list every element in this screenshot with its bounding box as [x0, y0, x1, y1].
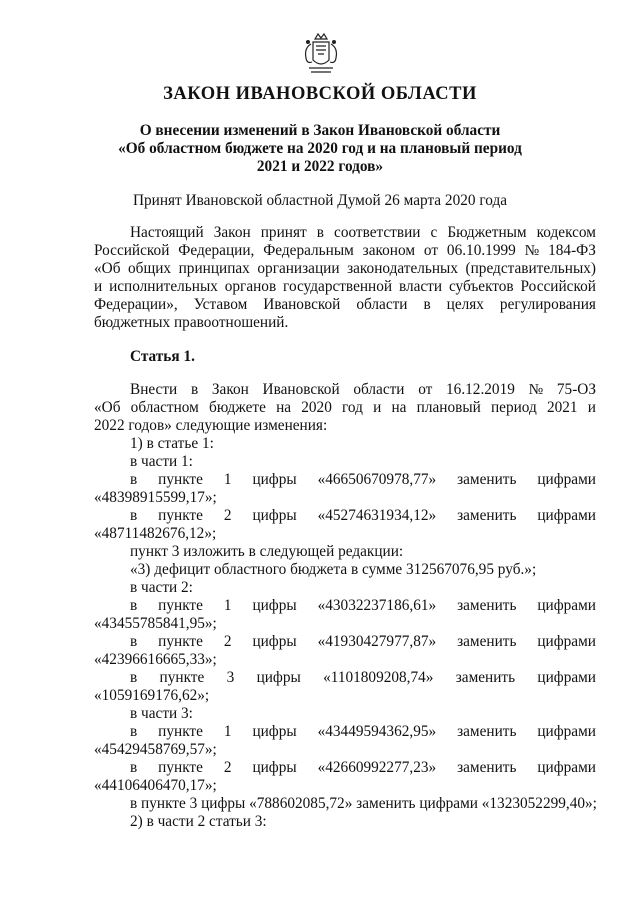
word: № — [528, 381, 544, 398]
law-title: ЗАКОН ИВАНОВСКОЙ ОБЛАСТИ — [163, 84, 477, 104]
word: регулирования — [499, 296, 596, 313]
word: пункте — [158, 597, 203, 614]
word: Бюджетным — [447, 224, 527, 241]
word: цифрами — [537, 633, 596, 650]
subject-line: 2021 и 2022 годов» — [256, 158, 384, 175]
point-line — [130, 507, 596, 525]
word: 3 — [226, 669, 235, 686]
word: «Об — [94, 399, 121, 416]
word: исполнительных — [109, 278, 218, 295]
subject-line: «Об областном бюджете на 2020 год и на плановый период — [118, 140, 522, 157]
word: на — [391, 399, 407, 416]
word: в — [130, 507, 138, 524]
word: общих — [128, 260, 172, 277]
word: принципах — [178, 260, 250, 277]
word: Российской — [520, 278, 596, 295]
word: «42660992277,23» — [317, 759, 437, 776]
word: Федерации», — [94, 296, 178, 313]
point-line — [130, 759, 596, 777]
word: в — [130, 723, 138, 740]
word: 2021 — [546, 399, 578, 416]
part-line: в части 1: — [130, 453, 193, 470]
word: Ивановской — [262, 381, 340, 398]
word: период — [490, 399, 537, 416]
item-line: 2) в части 2 статьи 3: — [130, 813, 267, 830]
point-continuation: «1059169176,62»; — [94, 687, 210, 704]
word: цифры — [252, 471, 297, 488]
article-intro-line: 2022 годов» следующие изменения: — [94, 417, 328, 434]
word: Ивановской — [263, 296, 341, 313]
word: цифрами — [537, 597, 596, 614]
word: плановый — [416, 399, 481, 416]
word: заменить — [457, 759, 517, 776]
word: цифрами — [537, 669, 596, 686]
point-line — [130, 471, 596, 489]
word: кодексом — [536, 224, 596, 241]
word: бюджете — [209, 399, 266, 416]
word: заменить — [457, 597, 517, 614]
preamble-line — [130, 224, 596, 242]
adoption-line: Принят Ивановской областной Думой 26 марта 2020 года — [132, 192, 508, 209]
word: 06.10.1999 — [446, 242, 516, 259]
point-continuation: «48711482676,12»; — [94, 525, 217, 542]
word: «41930427977,87» — [317, 633, 437, 650]
word: (представительных) — [465, 260, 596, 277]
word: в — [316, 224, 324, 241]
word: государственной — [283, 278, 393, 295]
word: № — [524, 242, 540, 259]
point-line: в пункте 3 цифры «788602085,72» заменить цифрами «1323052299,40»; — [130, 795, 597, 812]
word: 2 — [223, 507, 232, 524]
word: «46650670978,77» — [317, 471, 437, 488]
word: в — [130, 633, 138, 650]
point-line — [130, 633, 596, 651]
word: цифрами — [537, 507, 596, 524]
word: субъектов — [448, 278, 514, 295]
word: в — [130, 597, 138, 614]
article-heading: Статья 1. — [130, 348, 195, 365]
word: органов — [224, 278, 277, 295]
word: цифры — [252, 633, 297, 650]
point-continuation: «44106406470,17»; — [94, 777, 217, 794]
word: 2020 — [301, 399, 332, 416]
coat-of-arms-icon — [301, 30, 341, 76]
word: Уставом — [193, 296, 248, 313]
word: пункте — [158, 633, 203, 650]
word: 2 — [223, 633, 232, 650]
word: области — [356, 296, 408, 313]
word: заменить — [457, 507, 517, 524]
subject-line: О внесении изменений в Закон Ивановской области — [139, 122, 501, 139]
preamble-line — [94, 242, 596, 260]
word: 1 — [223, 723, 232, 740]
preamble-line — [94, 278, 596, 296]
point-continuation: «43455785841,95»; — [94, 615, 217, 632]
point-line: «3) дефицит областного бюджета в сумме 312567076,95 руб.»; — [130, 561, 537, 578]
word: 184-ФЗ — [548, 242, 596, 259]
point-line — [130, 669, 596, 687]
article-intro-line — [94, 399, 596, 417]
word: на — [276, 399, 292, 416]
word: от — [423, 242, 439, 259]
word: от — [418, 381, 433, 398]
word: власти — [398, 278, 443, 295]
word: Настоящий — [130, 224, 204, 241]
word: законом — [362, 242, 416, 259]
word: цифрами — [537, 759, 596, 776]
word: цифрами — [537, 723, 596, 740]
word: цифры — [252, 597, 297, 614]
word: в — [423, 296, 431, 313]
point-line — [130, 723, 596, 741]
word: пункте — [158, 471, 203, 488]
word: целях — [446, 296, 484, 313]
word: законодательных — [347, 260, 458, 277]
word: в — [130, 759, 138, 776]
article-intro-line — [130, 381, 596, 399]
word: заменить — [457, 471, 517, 488]
preamble-line — [94, 260, 596, 278]
word: 2 — [223, 759, 232, 776]
word: «45274631934,12» — [317, 507, 437, 524]
word: областном — [130, 399, 199, 416]
word: Федерации, — [178, 242, 255, 259]
part-line: в части 2: — [130, 579, 193, 596]
word: в — [190, 381, 199, 398]
word: и — [587, 399, 596, 416]
item-line: 1) в статье 1: — [130, 435, 214, 452]
word: 75-ОЗ — [556, 381, 596, 398]
word: соответствии — [334, 224, 421, 241]
word: Федеральным — [263, 242, 354, 259]
word: цифры — [256, 669, 301, 686]
word: Внести — [130, 381, 178, 398]
word: принят — [260, 224, 307, 241]
word: заменить — [455, 669, 516, 686]
point-continuation: «45429458769,57»; — [94, 741, 217, 758]
word: Закон — [213, 224, 251, 241]
word: 1 — [223, 471, 232, 488]
word: год — [342, 399, 363, 416]
word: и — [94, 278, 103, 295]
word: заменить — [457, 723, 517, 740]
word: «43449594362,95» — [317, 723, 437, 740]
word: цифры — [252, 507, 297, 524]
word: «1101809208,74» — [323, 669, 434, 686]
word: «43032237186,61» — [317, 597, 437, 614]
word: области — [353, 381, 405, 398]
word: с — [430, 224, 438, 241]
word: пункте — [158, 759, 203, 776]
preamble-line — [94, 296, 596, 314]
word: цифры — [252, 759, 297, 776]
word: пункте — [159, 669, 205, 686]
word: пункте — [158, 723, 203, 740]
word: цифры — [252, 723, 297, 740]
part-line: в части 3: — [130, 705, 193, 722]
word: пункте — [158, 507, 203, 524]
word: и — [373, 399, 382, 416]
word: организации — [257, 260, 340, 277]
word: 1 — [223, 597, 232, 614]
word: 16.12.2019 — [446, 381, 515, 398]
point-continuation: «48398915599,17»; — [94, 489, 217, 506]
word: в — [130, 471, 138, 488]
point-line — [130, 597, 596, 615]
word: Российской — [94, 242, 170, 259]
word: «Об — [94, 260, 121, 277]
word: цифрами — [537, 471, 596, 488]
preamble-line: бюджетных правоотношений. — [94, 314, 289, 331]
word: заменить — [457, 633, 517, 650]
word: Закон — [211, 381, 249, 398]
point-line: пункт 3 изложить в следующей редакции: — [130, 543, 404, 560]
point-continuation: «42396616665,33»; — [94, 651, 217, 668]
word: в — [130, 669, 138, 686]
